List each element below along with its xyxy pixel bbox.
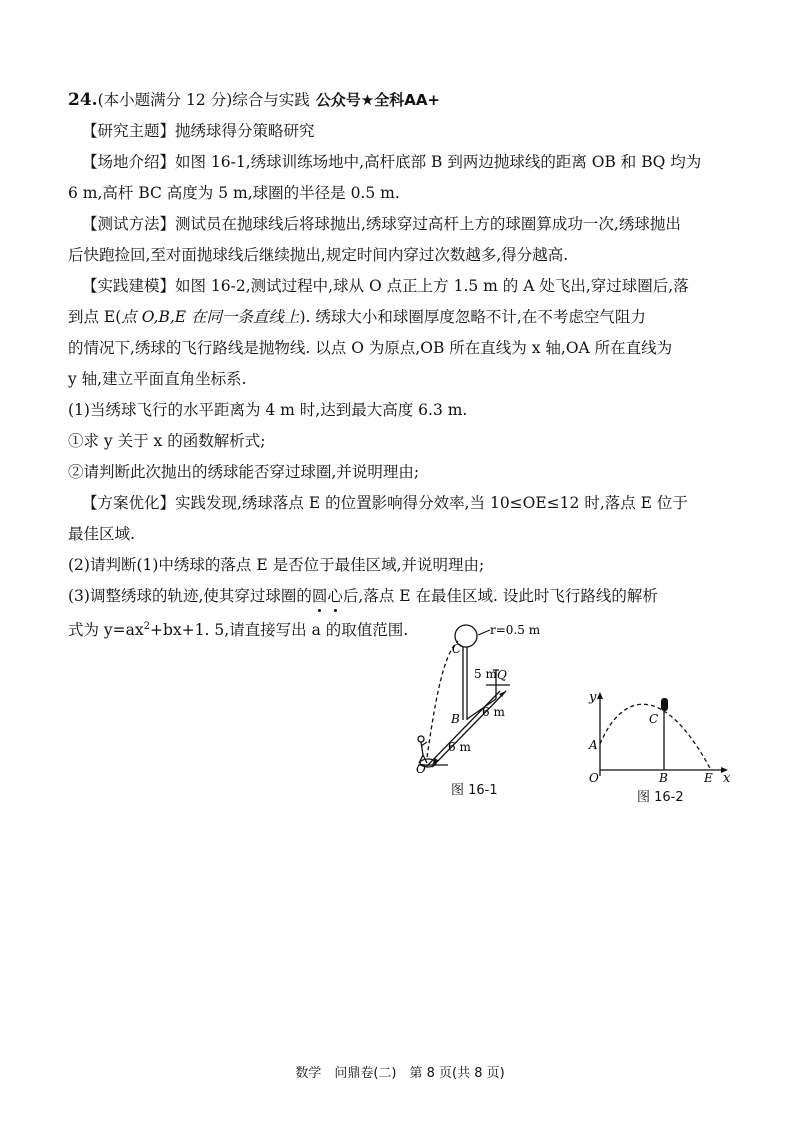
venue-line-2: 6 m,高杆 BC 高度为 5 m,球圈的半径是 0.5 m.	[68, 184, 400, 202]
model-line-1: 【实践建模】如图 16-2,测试过程中,球从 O 点正上方 1.5 m 的 A 处飞出,穿过球圈后,落	[82, 277, 689, 295]
part3-line-1	[68, 584, 738, 608]
part3-line-2-post: +bx+1. 5,请直接写出 a 的取值范围.	[150, 621, 409, 640]
hoop-marker	[661, 698, 668, 711]
figure-16-2-caption: 图 16-2	[637, 790, 684, 805]
height-label: 5 m	[474, 667, 497, 681]
radius-label: r=0.5 m	[490, 623, 541, 637]
method-line-1: 【测试方法】测试员在抛球线后将球抛出,绣球穿过高杆上方的球圈算成功一次,绣球抛出	[82, 215, 681, 233]
question-header	[68, 88, 738, 112]
part3-line-1-pre: (3)调整绣球的轨迹,使其穿过球圈的	[68, 587, 312, 605]
venue-line-1: 【场地介绍】如图 16-1,绣球训练场地中,高杆底部 B 到两边抛球线的距离 OB 和 BQ 均为	[82, 153, 702, 171]
question-24	[68, 88, 738, 649]
model-line-3: 的情况下,绣球的飞行路线是抛物线. 以点 O 为原点,OB 所在直线为 x 轴,OA 所在直线为	[68, 339, 673, 357]
topic-line: 【研究主题】抛绣球得分策略研究	[82, 122, 315, 140]
figure-16-1-caption: 图 16-1	[451, 783, 498, 798]
model-line-2	[68, 305, 738, 329]
part2-line: (2)请判断(1)中绣球的落点 E 是否位于最佳区域,并说明理由;	[68, 556, 485, 574]
figure-16-1	[398, 615, 568, 785]
method-line-2: 后快跑捡回,至对面抛球线后继续抛出,规定时间内穿过次数越多,得分越高.	[68, 246, 569, 264]
model-line-2-note: 点 O,B,E 在同一条直线上	[121, 308, 300, 326]
x-axis-label: x	[723, 771, 731, 783]
part1-stem: (1)当绣球飞行的水平距离为 4 m 时,达到最大高度 6.3 m.	[68, 401, 468, 419]
brand-tag: 公众号★全科AA+	[315, 91, 440, 109]
y-axis-arrow	[597, 692, 603, 699]
optimize-line-1: 【方案优化】实践发现,绣球落点 E 的位置影响得分效率,当 10≤OE≤12 时,落点 E 位于	[82, 494, 688, 512]
thrower-head	[418, 736, 424, 742]
label-q: Q	[497, 668, 507, 682]
label-b: B	[659, 771, 668, 783]
part3-line-1-post: 后,落点 E 在最佳区域. 设此时飞行路线的解析	[342, 587, 658, 605]
y-axis-label: y	[589, 690, 597, 705]
part3-line-2-pre: 式为 y=ax	[68, 621, 144, 640]
emphasis-char-2: 心	[327, 584, 343, 608]
label-e: E	[704, 771, 713, 783]
question-meta: (本小题满分 12 分)综合与实践	[97, 91, 310, 109]
label-o: O	[416, 762, 426, 776]
arrow-bq	[499, 691, 506, 697]
exponent: 2	[143, 621, 151, 632]
page-footer: 数学 问鼎卷(二) 第 8 页(共 8 页)	[295, 1066, 505, 1081]
emphasis-char-1: 圆	[312, 584, 328, 608]
optimize-line-2: 最佳区域.	[68, 525, 135, 543]
figure-16-2	[585, 688, 735, 783]
label-b: B	[451, 712, 460, 726]
dist-ob-label: 6 m	[448, 740, 471, 754]
part1-sub1: ①求 y 关于 x 的函数解析式;	[68, 432, 266, 450]
label-a: A	[589, 738, 598, 752]
dist-bq-label: 6 m	[482, 705, 505, 719]
figure-16-2-drawing	[585, 688, 735, 783]
part1-sub2: ②请判断此次抛出的绣球能否穿过球圈,并说明理由;	[68, 463, 420, 481]
model-line-4: y 轴,建立平面直角坐标系.	[68, 370, 247, 388]
question-number: 24.	[68, 90, 98, 110]
label-o: O	[589, 771, 599, 783]
label-c: C	[452, 642, 462, 656]
label-c: C	[649, 712, 659, 726]
model-line-2-post: ). 绣球大小和球圈厚度忽略不计,在不考虑空气阻力	[299, 308, 646, 326]
model-line-2-pre: 到点 E(	[68, 308, 122, 326]
figure-16-1-drawing	[398, 615, 568, 785]
ground-line-2	[432, 691, 506, 767]
